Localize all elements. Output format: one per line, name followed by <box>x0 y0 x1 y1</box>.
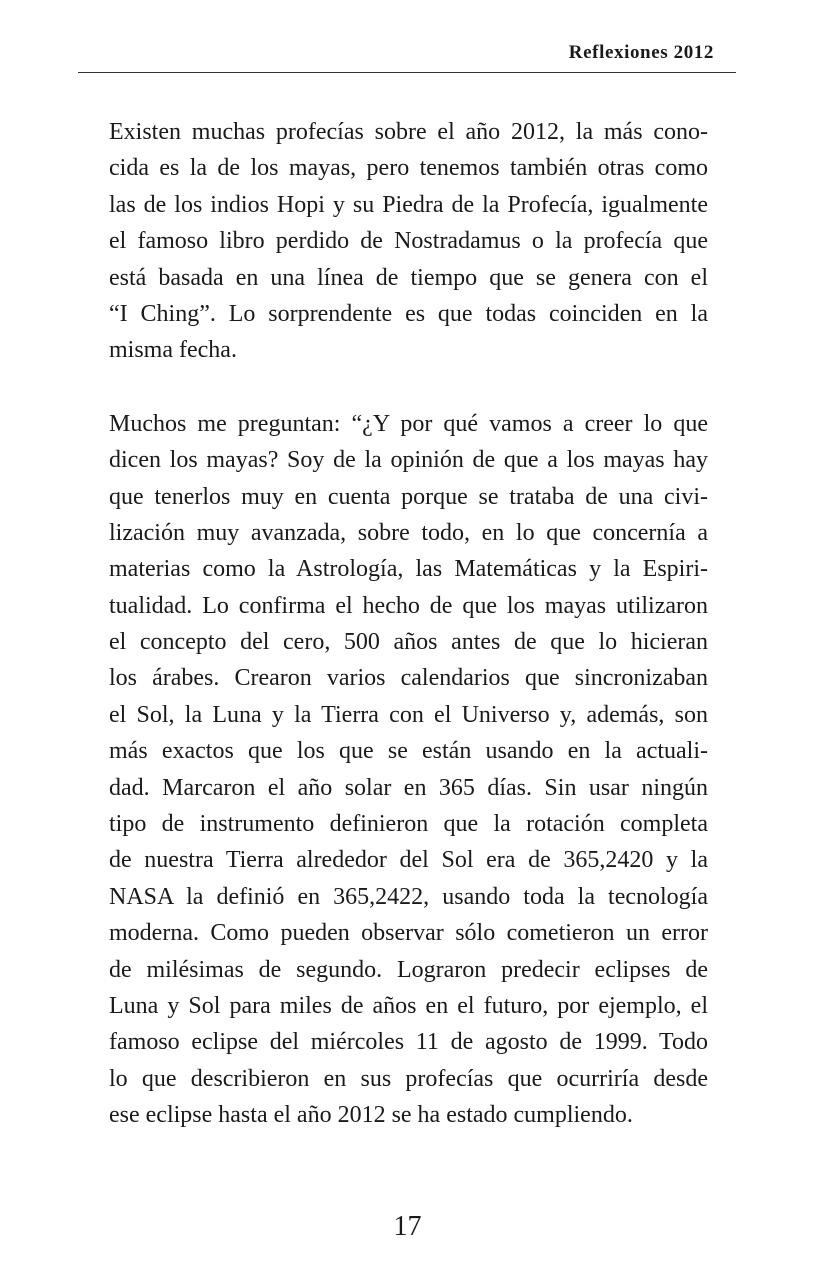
body-text <box>109 114 708 1134</box>
paragraph-1 <box>109 114 708 369</box>
text-line: dad. Marcaron el año solar en 365 días. Sin usar ningún <box>109 774 708 801</box>
text-line: tipo de instrumento definieron que la rotación completa <box>109 811 708 838</box>
text-line: misma fecha. <box>109 337 237 364</box>
text-line: famoso eclipse del miércoles 11 de agosto de 1999. Todo <box>109 1029 708 1056</box>
text-line: el concepto del cero, 500 años antes de que lo hicieran <box>109 629 708 656</box>
text-line: las de los indios Hopi y su Piedra de la Profecía, igualmente <box>109 191 708 218</box>
text-line: tualidad. Lo confirma el hecho de que los mayas utilizaron <box>109 592 708 619</box>
page-number: 17 <box>393 1211 422 1242</box>
text-line: lo que describieron en sus profecías que ocurriría desde <box>109 1065 708 1092</box>
text-line: NASA la definió en 365,2422, usando toda la tecnología <box>109 883 708 910</box>
text-line: el Sol, la Luna y la Tierra con el Universo y, además, son <box>109 701 708 728</box>
text-line: Muchos me preguntan: “¿Y por qué vamos a creer lo que <box>109 410 708 437</box>
header-rule <box>78 72 736 73</box>
text-line: “I Ching”. Lo sorprendente es que todas coinciden en la <box>109 300 708 327</box>
text-line: materias como la Astrología, las Matemáticas y la Espiri- <box>109 556 708 583</box>
text-line: Luna y Sol para miles de años en el futuro, por ejemplo, el <box>109 992 708 1019</box>
text-line: cida es la de los mayas, pero tenemos también otras como <box>109 155 708 182</box>
text-line: dicen los mayas? Soy de la opinión de que a los mayas hay <box>109 447 708 474</box>
running-header: Reflexiones 2012 <box>568 42 714 63</box>
text-line: que tenerlos muy en cuenta porque se trataba de una civi- <box>109 483 708 510</box>
text-line: más exactos que los que se están usando en la actuali- <box>109 738 708 765</box>
text-line: lización muy avanzada, sobre todo, en lo que concernía a <box>109 519 708 546</box>
text-line: moderna. Como pueden observar sólo cometieron un error <box>109 920 708 947</box>
text-line: los árabes. Crearon varios calendarios que sincronizaban <box>109 665 708 692</box>
paragraph-gap <box>109 369 708 406</box>
text-line: está basada en una línea de tiempo que se genera con el <box>109 264 708 291</box>
text-line: el famoso libro perdido de Nostradamus o la profecía que <box>109 228 708 255</box>
text-line: de nuestra Tierra alrededor del Sol era de 365,2420 y la <box>109 847 708 874</box>
text-line: ese eclipse hasta el año 2012 se ha estado cumpliendo. <box>109 1102 633 1129</box>
text-line: Existen muchas profecías sobre el año 2012, la más cono- <box>109 119 708 145</box>
paragraph-2 <box>109 406 708 1134</box>
text-line: de milésimas de segundo. Lograron predecir eclipses de <box>109 956 708 983</box>
